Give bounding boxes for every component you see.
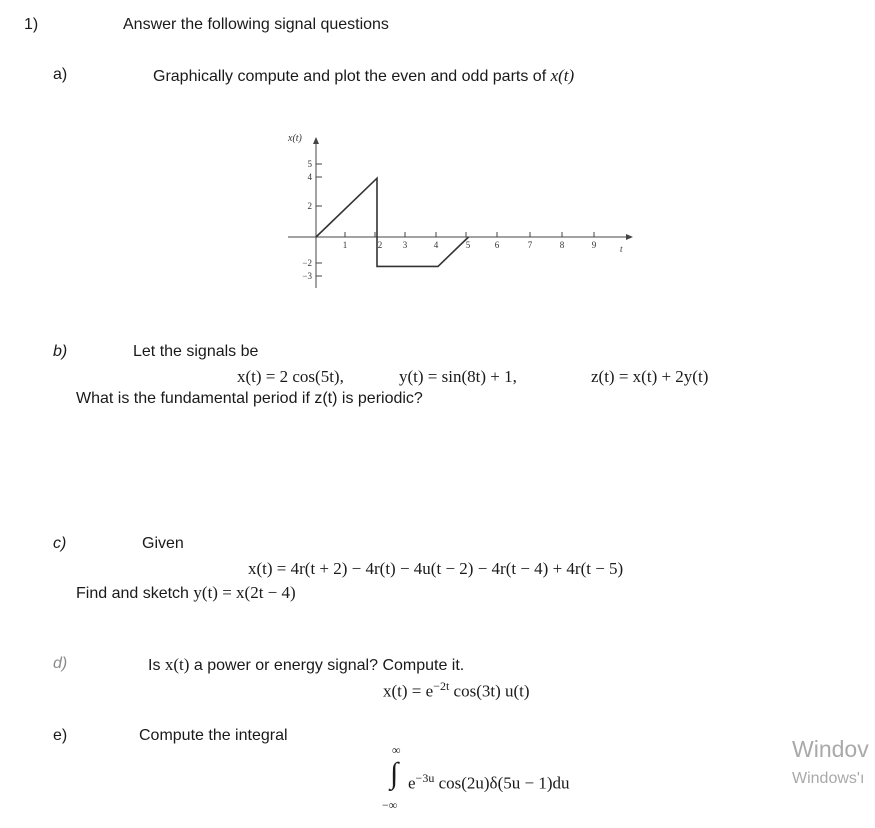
- part-d-q-after: a power or energy signal? Compute it.: [189, 657, 465, 674]
- x-tick-label-9: 9: [591, 240, 597, 250]
- part-d-question: [148, 655, 464, 675]
- part-d-q-var: x(t): [164, 655, 190, 674]
- part-b-label: b): [53, 343, 68, 360]
- x-tick-label-1: 1: [342, 240, 348, 250]
- watermark-subtitle: Windows'ı: [792, 770, 865, 787]
- y-tick-label-neg3: −3: [302, 271, 312, 281]
- signal-plot: [280, 128, 640, 298]
- part-d-label: d): [53, 655, 68, 672]
- integral-lower-limit: −∞: [382, 798, 398, 812]
- integral-integrand: [408, 771, 569, 794]
- part-e-intro: Compute the integral: [139, 727, 288, 744]
- question-title: Answer the following signal questions: [123, 16, 389, 33]
- x-tick-label-6: 6: [494, 240, 500, 250]
- part-b-eq-z: z(t) = x(t) + 2y(t): [591, 367, 709, 386]
- part-c-eq: x(t) = 4r(t + 2) − 4r(t) − 4u(t − 2) − 4r(t − 4) + 4r(t − 5): [248, 559, 624, 578]
- part-c-label: c): [53, 535, 67, 552]
- part-b-question: What is the fundamental period if z(t) is periodic?: [76, 390, 423, 407]
- integral-sign: ∫: [390, 757, 399, 790]
- part-b-intro: Let the signals be: [133, 343, 259, 360]
- part-c-intro: Given: [142, 535, 184, 552]
- part-a-prompt-var: x(t): [550, 66, 575, 85]
- x-tick-label-7: 7: [527, 240, 533, 250]
- x-tick-label-8: 8: [559, 240, 565, 250]
- signal-line: [316, 178, 469, 266]
- x-tick-label-2: 2: [377, 240, 383, 250]
- x-tick-label-3: 3: [402, 240, 408, 250]
- x-tick-label-5: 5: [465, 240, 471, 250]
- part-b-eq-x: x(t) = 2 cos(5t),: [237, 367, 344, 386]
- integrand-right: cos(2u)δ(5u − 1)du: [434, 773, 570, 793]
- integrand-exponent: −3u: [415, 771, 435, 785]
- question-number: 1): [24, 16, 39, 33]
- y-tick-label-5: 5: [307, 159, 312, 169]
- part-d-eq-right: cos(3t) u(t): [449, 681, 530, 701]
- part-c-find: [76, 583, 296, 603]
- x-axis-label: t: [620, 244, 623, 254]
- x-tick-label-4: 4: [433, 240, 439, 250]
- integral-upper-limit: ∞: [392, 743, 401, 757]
- part-c-find-eq: y(t) = x(2t − 4): [193, 583, 296, 602]
- watermark-title: Windov: [792, 736, 869, 762]
- x-axis-arrow: [626, 234, 633, 240]
- y-axis-arrow: [313, 137, 319, 144]
- part-d-eq-left: x(t) = e: [383, 681, 434, 701]
- part-a-prompt: [153, 66, 574, 86]
- y-tick-label-2: 2: [307, 201, 312, 211]
- y-tick-label-4: 4: [307, 172, 312, 182]
- part-a-prompt-text: Graphically compute and plot the even and odd parts of: [153, 68, 551, 85]
- y-axis-label: x(t): [288, 133, 302, 144]
- part-d-q-before: Is: [148, 657, 165, 674]
- y-tick-label-neg2: −2: [302, 258, 312, 268]
- part-d-eq-exponent: −2t: [433, 679, 450, 693]
- integrand-left: e: [408, 773, 416, 793]
- part-e-label: e): [53, 727, 68, 744]
- part-b-eq-y: y(t) = sin(8t) + 1,: [399, 367, 517, 386]
- part-c-find-text: Find and sketch: [76, 585, 194, 602]
- part-d-eq: [383, 679, 530, 702]
- part-a-label: a): [53, 66, 68, 83]
